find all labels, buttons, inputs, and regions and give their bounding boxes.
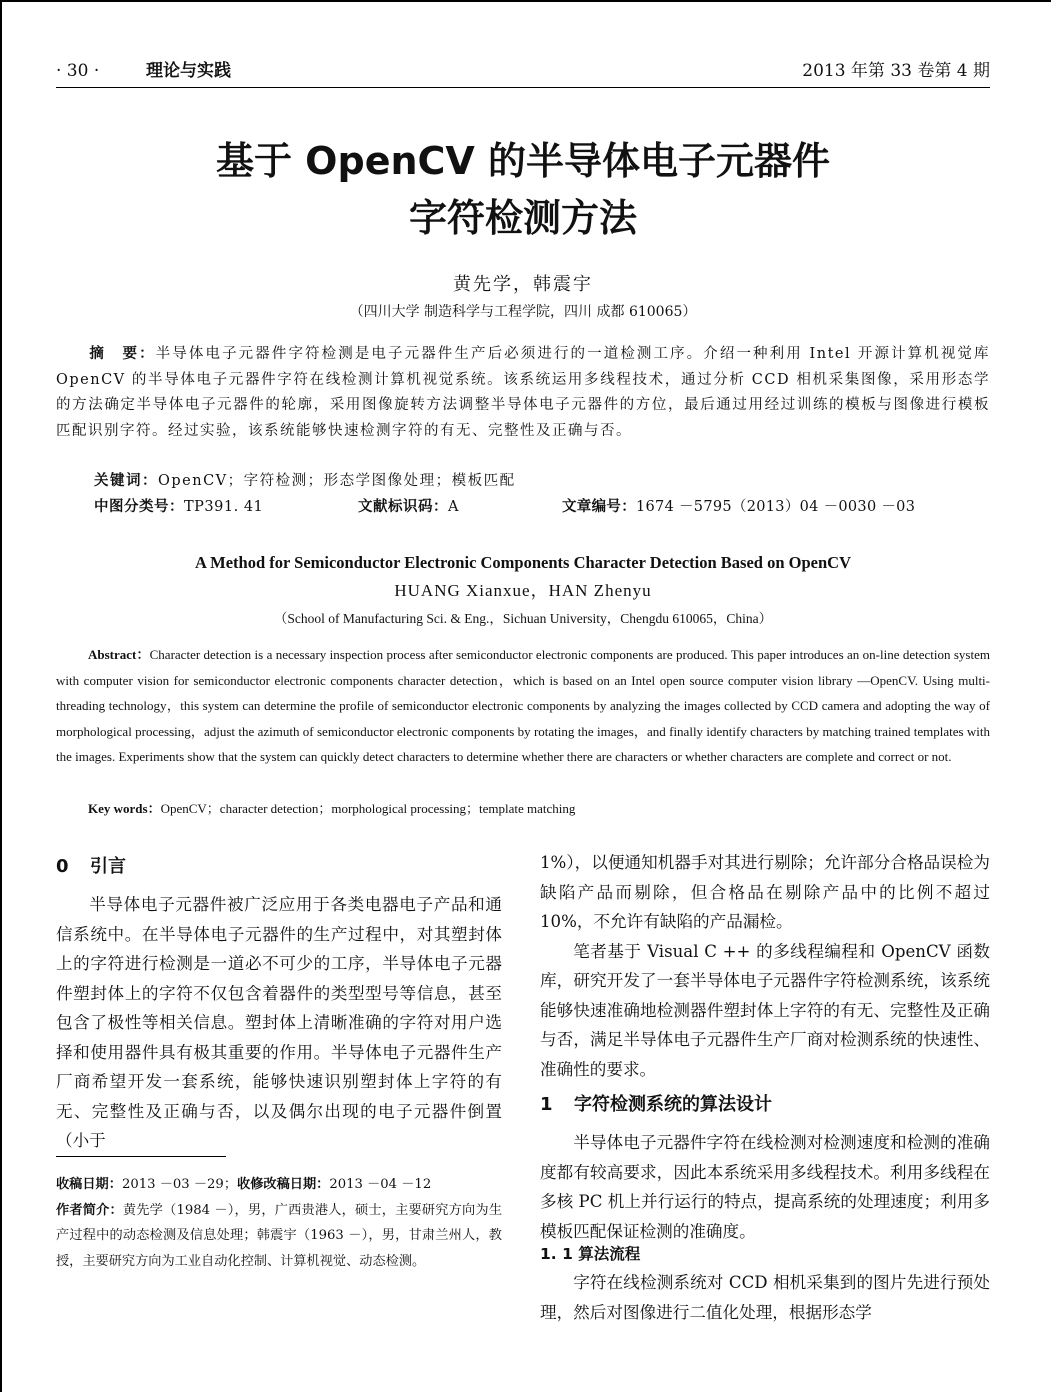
section-0-number: 0 [56,856,69,877]
abstract-en-text: Character detection is a necessary inspection process after semiconductor electronic components are produced. This paper introduces an on-line detection system with computer vision for semiconductor electronic components character detection，which is based on an Intel open source computer vision library —OpenCV. Using multi-threading technology，this system can determine the profile of semiconductor electronic components by analyzing the images collected by CCD camera and adopting the way of morphological processing，adjust the azimuth of semiconductor electronic components by rotating the images，and finally identify characters by matching trained templates with the images. Experiments show that the system can quickly detect characters to determine whether there are characters or whether characters are complete and correct or not. [56,647,990,764]
abstract-en [56,642,990,770]
keywords-en [88,796,988,822]
subsection-1-1-body [540,1268,990,1327]
section-0-paragraph: 半导体电子元器件被广泛应用于各类电器电子产品和通信系统中。在半导体电子元器件的生产过程中，对其塑封体上的字符进行检测是一道必不可少的工序，半导体电子元器件塑封体上的字符不仅包含着器件的类型型号等信息，甚至包含了极性等相关信息。塑封体上清晰准确的字符对用户选择和使用器件具有极其重要的作用。半导体电子元器件生产厂商希望开发一套系统，能够快速识别塑封体上字符的有无、完整性及正确与否，以及偶尔出现的电子元器件倒置（小于 [56,895,502,1150]
page-frame-left [0,0,2,1392]
abstract-en-label: Abstract： [88,647,150,662]
article-number [562,495,992,521]
subsection-1-1-heading: 1. 1 算法流程 [540,1245,641,1263]
section-0-heading [56,852,126,878]
affiliation-cn: （四川大学 制造科学与工程学院，四川 成都 610065） [349,304,697,320]
footnote [56,1172,502,1274]
paper-title-line2: 字符检测方法 [408,196,637,240]
keywords-en-label: Key words： [88,801,161,816]
doc-code [358,495,578,521]
footnote-dates [56,1172,502,1198]
section-0-body [56,890,502,1156]
header-rule [56,87,990,88]
received-value: 2013 －03 －29； [121,1177,238,1192]
intro-continuation: 1%），以便通知机器手对其进行剔除；允许部分合格品误检为缺陷产品而剔除，但合格品在剔除产品中的比例不超过 10%，不允许有缺陷的产品漏检。 [540,853,990,931]
received-label: 收稿日期： [56,1177,122,1192]
clc-value: TP391. 41 [184,499,264,515]
keywords-cn [94,469,990,495]
section-1-heading [540,1090,772,1116]
authors-cn: 黄先学，韩震宇 [453,274,593,295]
revised-label: 收修改稿日期： [237,1177,330,1192]
paper-title-line1: 基于 OpenCV 的半导体电子元器件 [215,139,831,183]
affiliation-en: （School of Manufacturing Sci. & Eng.，Sichuan University，Chengdu 610065，China） [273,611,773,626]
paper-title-en: A Method for Semiconductor Electronic Components Character Detection Based on OpenCV [195,553,851,572]
article-number-value: 1674 －5795（2013）04 －0030 －03 [636,499,916,515]
page-frame-top [0,0,1051,2]
section-1-paragraph: 半导体电子元器件字符在线检测对检测速度和检测的准确度都有较高要求，因此本系统采用多线程技术。利用多线程在多核 PC 机上并行运行的特点，提高系统的处理速度；利用多模板匹配保证检测的准确度。 [540,1133,990,1241]
keywords-cn-text: OpenCV；字符检测；形态学图像处理；模板匹配 [158,473,516,489]
section-1-title: 字符检测系统的算法设计 [574,1094,772,1115]
doc-code-value: A [448,499,459,515]
header-page-number: · 30 · [56,61,100,81]
header-section: 理论与实践 [146,61,231,81]
keywords-cn-label: 关键词： [94,473,158,489]
abstract-cn [56,342,990,444]
subsection-1-1-paragraph: 字符在线检测系统对 CCD 相机采集到的图片先进行预处理，然后对图像进行二值化处理，根据形态学 [540,1273,990,1322]
revised-value: 2013 －04 －12 [329,1177,432,1192]
clc-label: 中图分类号： [94,499,184,515]
intro-paragraph-2: 笔者基于 Visual C ++ 的多线程编程和 OpenCV 函数库，研究开发了一套半导体电子元器件字符检测系统，该系统能够快速准确地检测器件塑封体上字符的有无、完整性及正确与否，满足半导体电子元器件生产厂商对检测系统的快速性、准确性的要求。 [540,941,990,1079]
footnote-author-info [56,1198,502,1275]
author-info-label: 作者简介： [56,1202,123,1218]
keywords-en-text: OpenCV；character detection；morphological processing；template matching [160,801,576,816]
abstract-cn-label: 摘 要： [89,346,156,362]
section-1-number: 1 [540,1094,553,1115]
author-info-text: 黄先学（1984 －），男，广西贵港人，硕士，主要研究方向为生产过程中的动态检测及信息处理；韩震宇（1963 －），男，甘肃兰州人，教授，主要研究方向为工业自动化控制、计算机视觉、动态检测。 [56,1202,503,1269]
article-number-label: 文章编号： [562,499,636,515]
abstract-cn-text: 半导体电子元器件字符检测是电子元器件生产后必须进行的一道检测工序。介绍一种利用 Intel 开源计算机视觉库 OpenCV 的半导体电子元器件字符在线检测计算机视觉系统。该系统运用多线程技术，通过分析 CCD 相机采集图像，采用形态学的方法确定半导体电子元器件的轮廓，采用图像旋转方法调整半导体电子元器件的方位，最后通过用经过训练的模板与图像进行模板匹配识别字符。经过实验，该系统能够快速检测字符的有无、完整性及正确与否。 [56,346,991,439]
authors-en: HUANG Xianxue，HAN Zhenyu [394,581,652,600]
section-1-body [540,1128,990,1246]
doc-code-label: 文献标识码： [358,499,448,515]
footnote-rule [56,1156,226,1157]
section-0-title: 引言 [90,856,126,877]
header-issue: 2013 年第 33 卷第 4 期 [802,61,990,81]
right-column-intro [540,848,990,1084]
